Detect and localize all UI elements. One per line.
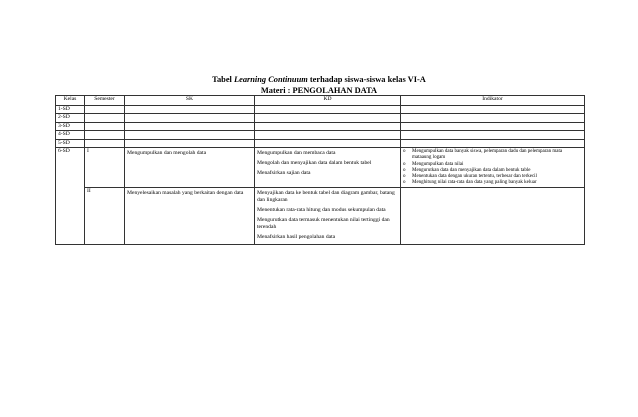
- kd-item: Mengumpulkan dan membaca data: [257, 149, 336, 156]
- empty-cell: [255, 114, 401, 122]
- empty-cell: [401, 139, 585, 147]
- circle-bullet-icon: o: [403, 148, 406, 154]
- empty-cell: [125, 106, 255, 114]
- empty-cell: [125, 114, 255, 122]
- kd-item: Mengolah dan menyajikan data dalam bentuk tabel: [257, 159, 372, 166]
- kd-item: Menafsirkan sajian data: [257, 169, 311, 176]
- indikator-text: Mengumpulkan data banyak siswa, pelemparan dadu dan pelemparan mata mataaung logam: [412, 148, 563, 161]
- indikator-text: Mengurutkan data dan menyajikan data dalam bentuk table: [412, 167, 531, 173]
- kd-item: Mengurutkan data termasuk menentukan nilai tertinggi dan terendah: [257, 216, 390, 230]
- kd-item: Menyajikan data ke bentuk tabel dan diagram gambar, batang dan lingkaran: [257, 189, 395, 203]
- list-item: [403, 180, 582, 186]
- document-title: [0, 74, 638, 96]
- header-kd: KD: [255, 96, 401, 106]
- empty-cell: [85, 122, 125, 130]
- indikator-cell-empty: [401, 187, 585, 244]
- table-row-semester-2: [56, 187, 585, 244]
- empty-cell: [401, 131, 585, 139]
- circle-bullet-icon: o: [403, 174, 406, 180]
- kelas-cell: 3-SD: [56, 122, 85, 130]
- indikator-list: [403, 149, 582, 187]
- header-kelas: Kelas: [56, 96, 85, 106]
- circle-bullet-icon: o: [403, 180, 406, 186]
- indikator-cell: [401, 147, 585, 187]
- indikator-text: Menghitung nilai rata-rata dan data yang paling banyak keluar: [412, 180, 537, 186]
- empty-cell: [255, 131, 401, 139]
- learning-continuum-table: [55, 95, 585, 245]
- header-sk: SK: [125, 96, 255, 106]
- title-prefix: Tabel: [212, 75, 234, 84]
- list-item: [403, 149, 582, 162]
- indikator-text: Mengumpulkan data nilai: [412, 161, 464, 167]
- empty-cell: [401, 106, 585, 114]
- sk-text: Menyelesaikan masalah yang berkaitan dengan data: [127, 189, 244, 196]
- title-emphasis: Learning Continuum: [233, 75, 308, 84]
- table-row: [56, 114, 585, 122]
- kelas-cell: 1-SD: [56, 106, 85, 114]
- table-row: [56, 131, 585, 139]
- kd-item: Menafsirkan hasil pengolahan data: [257, 233, 336, 240]
- empty-cell: [255, 122, 401, 130]
- semester-cell: I: [85, 147, 125, 187]
- header-semester: Semester: [85, 96, 125, 106]
- title-line: [0, 74, 638, 85]
- table-row: [56, 122, 585, 130]
- table-row-semester-1: [56, 147, 585, 187]
- indikator-text: Menentukan data dengan ukuran tertentu, terbesar dan terkecil: [412, 174, 537, 180]
- empty-cell: [85, 106, 125, 114]
- empty-cell: [401, 114, 585, 122]
- empty-cell: [255, 139, 401, 147]
- empty-cell: [125, 139, 255, 147]
- empty-cell: [255, 106, 401, 114]
- empty-cell: [125, 122, 255, 130]
- table-row: [56, 139, 585, 147]
- empty-cell: [85, 139, 125, 147]
- table-row: [56, 106, 585, 114]
- empty-cell: [401, 122, 585, 130]
- circle-bullet-icon: o: [403, 161, 406, 167]
- kelas-cell: 4-SD: [56, 131, 85, 139]
- empty-cell: [85, 131, 125, 139]
- sk-cell: [125, 187, 255, 244]
- title-suffix: terhadap siswa-siswa kelas VI-A: [307, 75, 426, 84]
- kelas-cell: 5-SD: [56, 139, 85, 147]
- table-header-row: [56, 96, 585, 106]
- kd-item: Menentukan rata-rata hitung dan modus sekumpulan data: [257, 206, 386, 213]
- kd-cell: [255, 147, 401, 187]
- header-indikator: Indikator: [401, 96, 585, 106]
- kelas-cell: 6-SD: [56, 147, 85, 244]
- empty-cell: [125, 131, 255, 139]
- semester-cell: II: [85, 187, 125, 244]
- empty-cell: [85, 114, 125, 122]
- circle-bullet-icon: o: [403, 167, 406, 173]
- title-subtitle: Materi : PENGOLAHAN DATA: [260, 86, 378, 95]
- sk-text: Mengumpulkan dan mengolah data: [127, 149, 207, 156]
- sk-cell: [125, 147, 255, 187]
- kelas-cell: 2-SD: [56, 114, 85, 122]
- kd-cell: [255, 187, 401, 244]
